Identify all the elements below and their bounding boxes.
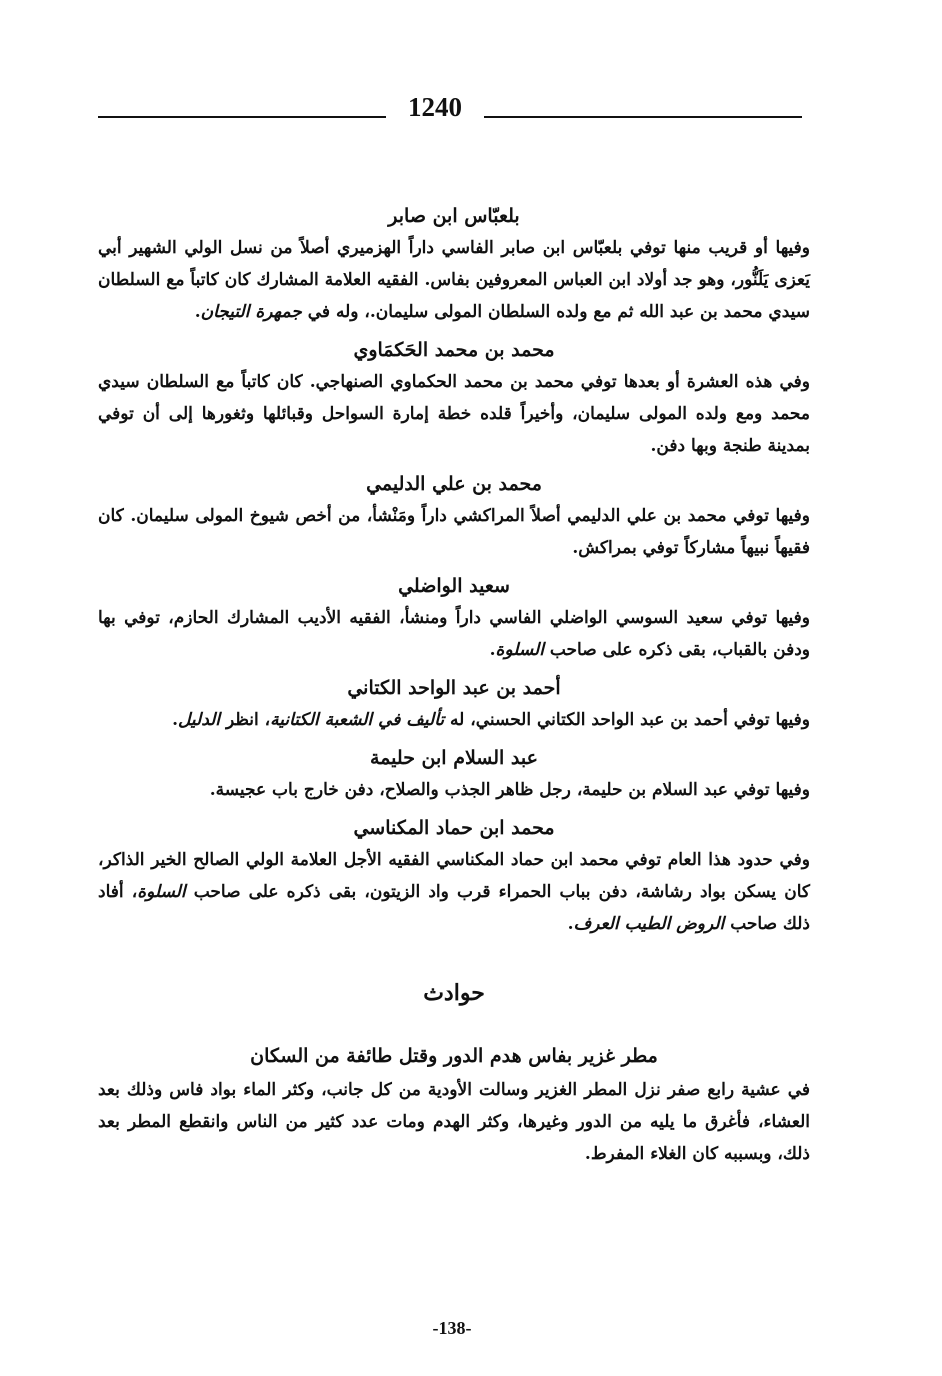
entry-heading: أحمد بن عبد الواحد الكتاني xyxy=(347,677,561,699)
page-content xyxy=(98,200,810,1176)
entry-heading: سعيد الواضلي xyxy=(398,575,510,597)
page-number: -138- xyxy=(432,1318,472,1338)
entry-reference: الروض الطيب العرف xyxy=(573,914,725,934)
entry-text: وفيها توفي عبد السلام بن حليمة، رجل ظاهر الجذب والصلاح، دفن خارج باب عجيسة. xyxy=(209,780,810,800)
entry-reference: الدليل xyxy=(178,710,221,730)
entry-heading: بلعبّاس ابن صابر xyxy=(388,205,520,227)
header-rule-right xyxy=(484,116,802,118)
page-year: 1240 xyxy=(408,92,462,122)
entry-heading: محمد ابن حماد المكناسي xyxy=(353,817,555,839)
entry-text: وفيها توفي سعيد السوسي الواضلي الفاسي داراً ومنشأ، الفقيه الأديب المشارك الحازم، توفي بها ودفن بالقباب، بقى ذكره على صاحب السلوة. xyxy=(98,608,810,660)
header-rule-left xyxy=(98,116,386,118)
event-heading: مطر غزير بفاس هدم الدور وقتل طائفة من السكان xyxy=(250,1045,658,1067)
entry-text: وفيها توفي أحمد بن عبد الواحد الكتاني الحسني، له تأليف في الشعبة الكتانية، انظر الدليل. xyxy=(172,710,810,730)
entry-heading: عبد السلام ابن حليمة xyxy=(370,747,538,769)
event-text: في عشية رابع صفر نزل المطر الغزير وسالت الأودية من كل جانب، وكثر الماء بواد فاس وذلك بعد العشاء، فأغرق ما يليه من الدور وغيرها، وكثر الهدم ومات عدد كثير من الناس وانقطع المطر بعد ذلك، وبسببه كان الغلاء المفرط. xyxy=(98,1080,810,1164)
entry-reference: تأليف في الشعبة الكتانية xyxy=(270,710,445,730)
events-section-title: حوادث xyxy=(423,980,485,1006)
entry-reference: السلوة xyxy=(495,640,544,660)
entry-text: وفي حدود هذا العام توفي محمد ابن حماد المكناسي الفقيه الأجل العلامة الولي الصالح الخير الذاكر، كان يسكن بواد رشاشة، دفن بباب الحمراء قرب واد الزيتون، بقى ذكره على صاحب السلوة، أفاد ذلك صاحب الروض الطيب العرف. xyxy=(98,850,810,934)
entry-heading: محمد بن علي الدليمي xyxy=(366,473,542,495)
entry-text: وفي هذه العشرة أو بعدها توفي محمد بن محمد الحكماوي الصنهاجي. كان كاتباً مع السلطان سيدي محمد ومع ولده المولى سليمان، وأخيراً قلده خطة إمارة السواحل وقبائلها وثغورها إلى أن توفي بمدينة طنجة وبها دفن. xyxy=(98,372,810,456)
entry-heading: محمد بن محمد الحَكمَاوي xyxy=(353,339,555,361)
entry-reference: جمهرة التيجان xyxy=(200,302,302,322)
entry-reference: السلوة xyxy=(137,882,186,902)
entry-text: وفيها أو قريب منها توفي بلعبّاس ابن صابر الفاسي داراً الهزميري أصلاً من نسل الولي الشهير أبي يَعزى يَلَنُّور، وهو جد أولاد ابن العباس المعروفين بفاس. الفقيه العلامة المشارك كان كاتباً مع السلطان سيدي محمد بن عبد الله ثم مع ولده السلطان المولى سليمان.، وله في جمهرة التيجان. xyxy=(98,238,810,322)
entry-text: وفيها توفي محمد بن علي الدليمي أصلاً المراكشي داراً ومَنْشأ، من أخص شيوخ المولى سليمان. كان فقيهاً نبيهاً مشاركاً توفي بمراكش. xyxy=(98,506,810,558)
